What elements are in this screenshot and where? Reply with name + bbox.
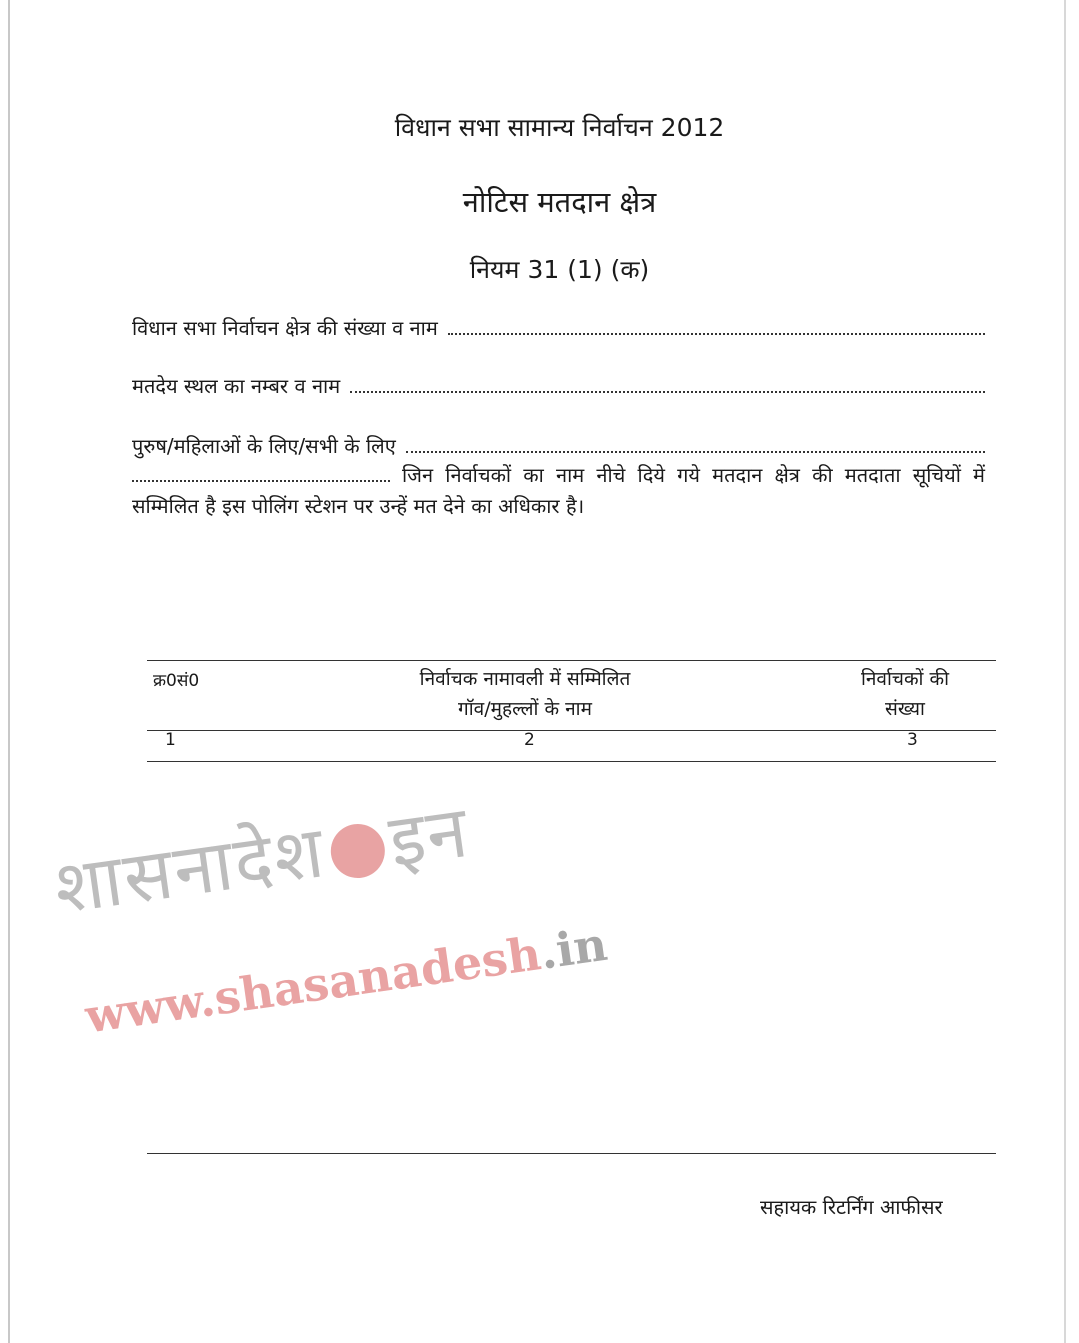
paragraph-text: जिन निर्वाचकों का नाम नीचे दिये गये मतदान क्षेत्र की मतदाता सूचियों में सम्मिलित है इस पोलिंग स्टेशन पर उन्हें मत देने का अधिकार है।: [132, 463, 985, 518]
column-header-voters-line2: संख्या: [885, 698, 925, 720]
column-number-1: 1: [165, 730, 176, 750]
eligibility-paragraph: [132, 460, 985, 522]
column-header-serial: [153, 666, 199, 696]
constituency-label: विधान सभा निर्वाचन क्षेत्र की संख्या व नाम: [132, 316, 438, 340]
column-header-voters: [830, 664, 980, 724]
polling-station-field: [132, 372, 985, 399]
rule-reference: नियम 31 (1) (क): [469, 255, 650, 284]
watermark-url-tail: .in: [536, 916, 611, 980]
polling-station-label: मतदेय स्थल का नम्बर व नाम: [132, 374, 341, 398]
paragraph-blank: [132, 479, 390, 482]
document-title: विधान सभा सामान्य निर्वाचन 2012: [394, 113, 725, 142]
column-header-villages-line1: निर्वाचक नामावली में सम्मिलित: [419, 668, 631, 690]
constituency-blank: [448, 332, 985, 335]
watermark-dot-icon: [327, 821, 388, 882]
column-number-3: 3: [907, 730, 918, 750]
gender-blank: [406, 450, 985, 453]
notice-heading: नोटिस मतदान क्षेत्र: [462, 185, 657, 219]
column-number-2: 2: [524, 730, 535, 750]
table-top-rule: [147, 660, 996, 661]
column-header-villages: [360, 664, 690, 724]
watermark-hindi-right: इन: [384, 788, 475, 884]
polling-station-blank: [350, 390, 985, 393]
watermark-url-main: www.shasanadesh: [82, 926, 545, 1044]
table-header-rule: [147, 730, 996, 731]
gender-field: [132, 432, 985, 459]
watermark-hindi-left: शासनादेश: [49, 809, 331, 931]
table-number-rule: [147, 761, 996, 762]
gender-label: पुरुष/महिलाओं के लिए/सभी के लिए: [132, 434, 396, 458]
signature-designation: सहायक रिटर्निंग आफीसर: [760, 1195, 943, 1219]
column-header-voters-line1: निर्वाचकों की: [860, 668, 950, 690]
constituency-field: [132, 314, 985, 341]
column-header-serial-text: क्र0सं0: [153, 671, 200, 691]
column-header-villages-line2: गॉव/मुहल्लों के नाम: [458, 698, 592, 720]
signature-rule: [147, 1153, 996, 1154]
